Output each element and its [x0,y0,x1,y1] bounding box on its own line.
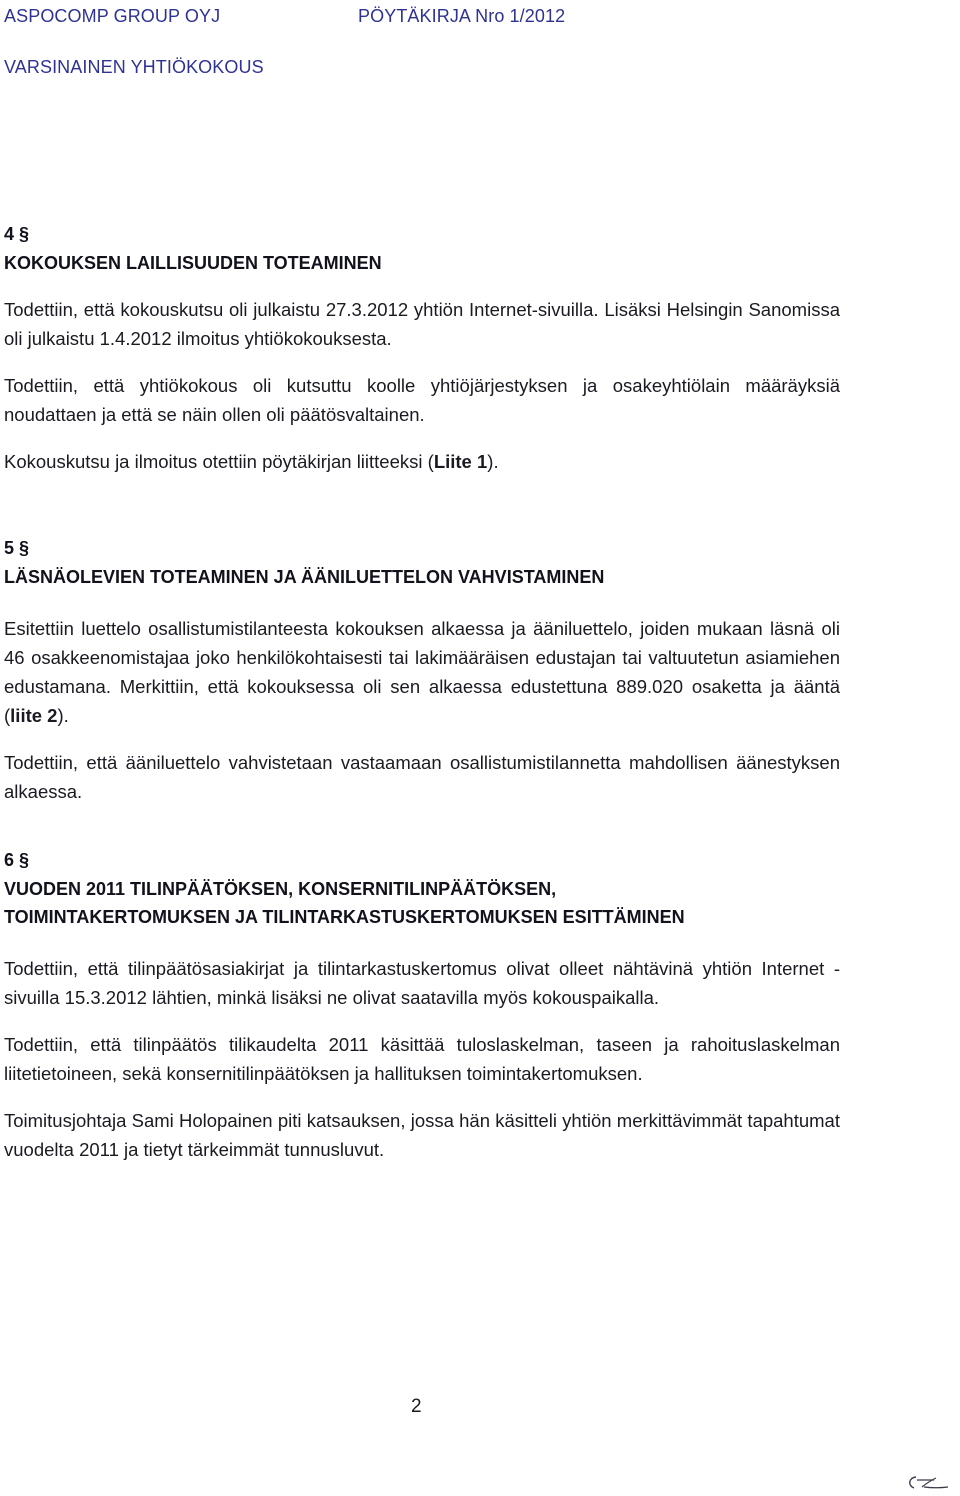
paragraph [4,447,840,476]
meeting-name: VARSINAINEN YHTIÖKOKOUS [4,57,264,77]
paragraph [4,614,840,730]
page-number: 2 [411,1396,422,1417]
section-title-line: VUODEN 2011 TILINPÄÄTÖKSEN, KONSERNITILINPÄÄTÖKSEN, [4,879,557,899]
text-span: Kokouskutsu ja ilmoitus otettiin pöytäkirjan liitteeksi ( [4,451,434,472]
section-number: 5 § [4,538,30,558]
section-6 [4,847,840,1164]
section-number: 6 § [4,850,30,870]
section-5 [4,535,840,806]
section-title [4,875,840,931]
minutes-number: PÖYTÄKIRJA Nro 1/2012 [358,6,566,26]
paragraph: Todettiin, että tilinpäätös tilikaudelta 2011 käsittää tuloslaskelman, taseen ja rahoituslaskelman liitetietoineen, sekä konsernitilinpäätöksen ja hallituksen toimintakertomuksen. [4,1034,840,1084]
section-title: LÄSNÄOLEVIEN TOTEAMINEN JA ÄÄNILUETTELON VAHVISTAMINEN [4,567,605,587]
section-title-line: TOIMINTAKERTOMUKSEN JA TILINTARKASTUSKERTOMUKSEN ESITTÄMINEN [4,907,685,927]
paragraph: Toimitusjohtaja Sami Holopainen piti katsauksen, jossa hän käsitteli yhtiön merkittävimmät tapahtumat vuodelta 2011 ja tietyt tärkeimmät tunnusluvut. [4,1110,840,1160]
attachment-reference: liite 2 [10,705,58,726]
company-name: ASPOCOMP GROUP OYJ [4,6,221,26]
attachment-reference: Liite 1 [433,451,488,472]
section-number: 4 § [4,224,30,244]
text-span: ). [487,451,499,472]
paragraph: Todettiin, että tilinpäätösasiakirjat ja tilintarkastuskertomus olivat olleet nähtävinä yhtiön Internet -sivuilla 15.3.2012 lähtien, minkä lisäksi ne olivat saatavilla myös kokouspaikalla. [4,958,840,1008]
text-span: ). [57,705,69,726]
paragraph: Todettiin, että yhtiökokous oli kutsuttu koolle yhtiöjärjestyksen ja osakeyhtiölain määräyksiä noudattaen ja että se näin ollen oli päätösvaltainen. [4,375,840,425]
section-4 [4,221,840,476]
paragraph: Todettiin, että kokouskutsu oli julkaistu 27.3.2012 yhtiön Internet-sivuilla. Lisäksi Helsingin Sanomissa oli julkaistu 1.4.2012 ilmoitus yhtiökokouksesta. [4,299,840,349]
section-title: KOKOUKSEN LAILLISUUDEN TOTEAMINEN [4,253,382,273]
handwritten-initials-icon [900,1468,960,1496]
text-span: Esitettiin luettelo osallistumistilanteesta kokouksen alkaessa ja ääniluettelo, joiden mukaan läsnä oli 46 osakkeenomistajaa joko henkilökohtaisesti tai lakimääräisen edustajan tai valtuutetun asiamiehen edustamana. Merkittiin, että kokouksessa oli sen alkaessa edustettuna 889.020 osaketta ja ääntä ( [4,618,840,726]
paragraph: Todettiin, että ääniluettelo vahvistetaan vastaamaan osallistumistilannetta mahdollisen äänestyksen alkaessa. [4,752,840,802]
